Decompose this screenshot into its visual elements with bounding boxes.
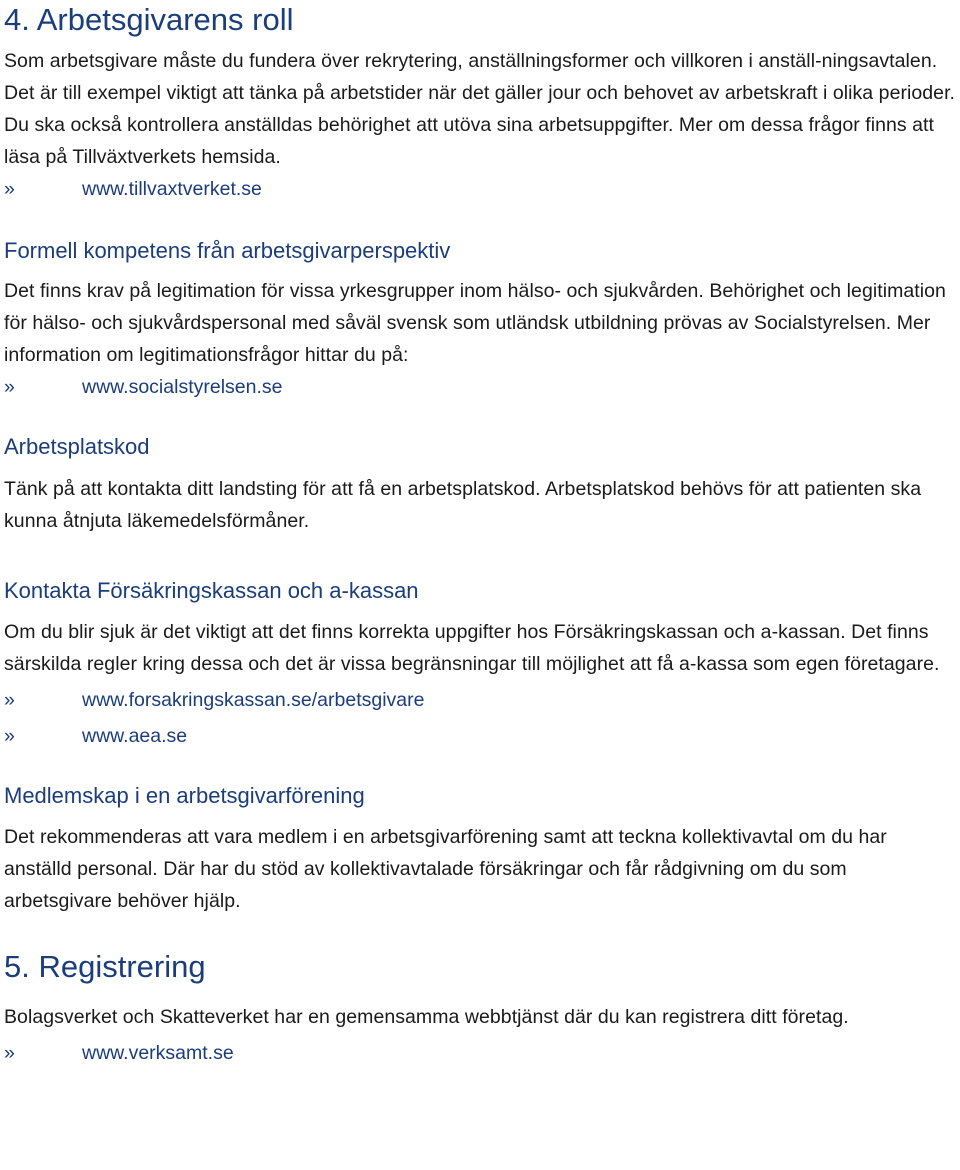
paragraph-arbetsplatskod: Tänk på att kontakta ditt landsting för att få en arbetsplatskod. Arbetsplatskod behövs för att patienten ska kunna åtnjuta läkemedelsförmåner.	[4, 478, 922, 532]
link-forsakringskassan[interactable]: www.forsakringskassan.se/arbetsgivare	[82, 689, 425, 711]
heading-formell-kompetens: Formell kompetens från arbetsgivarperspektiv	[4, 238, 451, 263]
paragraph-arbetsgivarens-roll: Som arbetsgivare måste du fundera över rekrytering, anställningsformer och villkoren i anställ-ningsavtalen. Det är till exempel viktigt att tänka på arbetstider när det gäller jour och behovet av arbetskraft i olika perioder. Du ska också kontrollera anställdas behörighet att utöva sina arbetsuppgifter. Mer om dessa frågor finns att läsa på Tillväxtverkets hemsida.	[4, 50, 956, 168]
paragraph-kontakta-forsakringskassan: Om du blir sjuk är det viktigt att det finns korrekta uppgifter hos Försäkringskassan och a-kassan. Det finns särskilda regler kring dessa och det är vissa begränsningar till möjlighet att få a-kassa som egen företagare.	[4, 621, 940, 675]
link-row-aea	[4, 720, 956, 752]
section-title-registrering: 5. Registrering	[4, 949, 206, 984]
bullet-icon: »	[4, 376, 15, 398]
paragraph-registrering: Bolagsverket och Skatteverket har en gemensamma webbtjänst där du kan registrera ditt företag.	[4, 1006, 849, 1028]
link-tillvaxtverket[interactable]: www.tillvaxtverket.se	[82, 178, 262, 200]
heading-arbetsplatskod: Arbetsplatskod	[4, 434, 150, 459]
link-row-tillvaxtverket	[4, 173, 956, 205]
paragraph-formell-kompetens: Det finns krav på legitimation för vissa yrkesgrupper inom hälso- och sjukvården. Behörighet och legitimation för hälso- och sjukvårdspersonal med såväl svensk som utländsk utbildning prövas av Socialstyrelsen. Mer information om legitimationsfrågor hittar du på:	[4, 280, 946, 366]
section-title-arbetsgivarens-roll: 4. Arbetsgivarens roll	[4, 2, 294, 37]
heading-medlemskap: Medlemskap i en arbetsgivarförening	[4, 783, 365, 808]
paragraph-medlemskap: Det rekommenderas att vara medlem i en arbetsgivarförening samt att teckna kollektivavtal om du har anställd personal. Där har du stöd av kollektivavtalade försäkringar och får rådgivning om du som arbetsgivare behöver hjälp.	[4, 826, 887, 912]
link-row-socialstyrelsen	[4, 371, 956, 403]
link-row-forsakringskassan	[4, 684, 956, 716]
heading-kontakta-forsakringskassan: Kontakta Försäkringskassan och a-kassan	[4, 578, 419, 603]
bullet-icon: »	[4, 725, 15, 747]
link-verksamt[interactable]: www.verksamt.se	[82, 1042, 234, 1064]
link-row-verksamt	[4, 1037, 956, 1069]
link-socialstyrelsen[interactable]: www.socialstyrelsen.se	[82, 376, 283, 398]
bullet-icon: »	[4, 1042, 15, 1064]
bullet-icon: »	[4, 689, 15, 711]
link-aea[interactable]: www.aea.se	[82, 725, 188, 747]
bullet-icon: »	[4, 178, 15, 200]
